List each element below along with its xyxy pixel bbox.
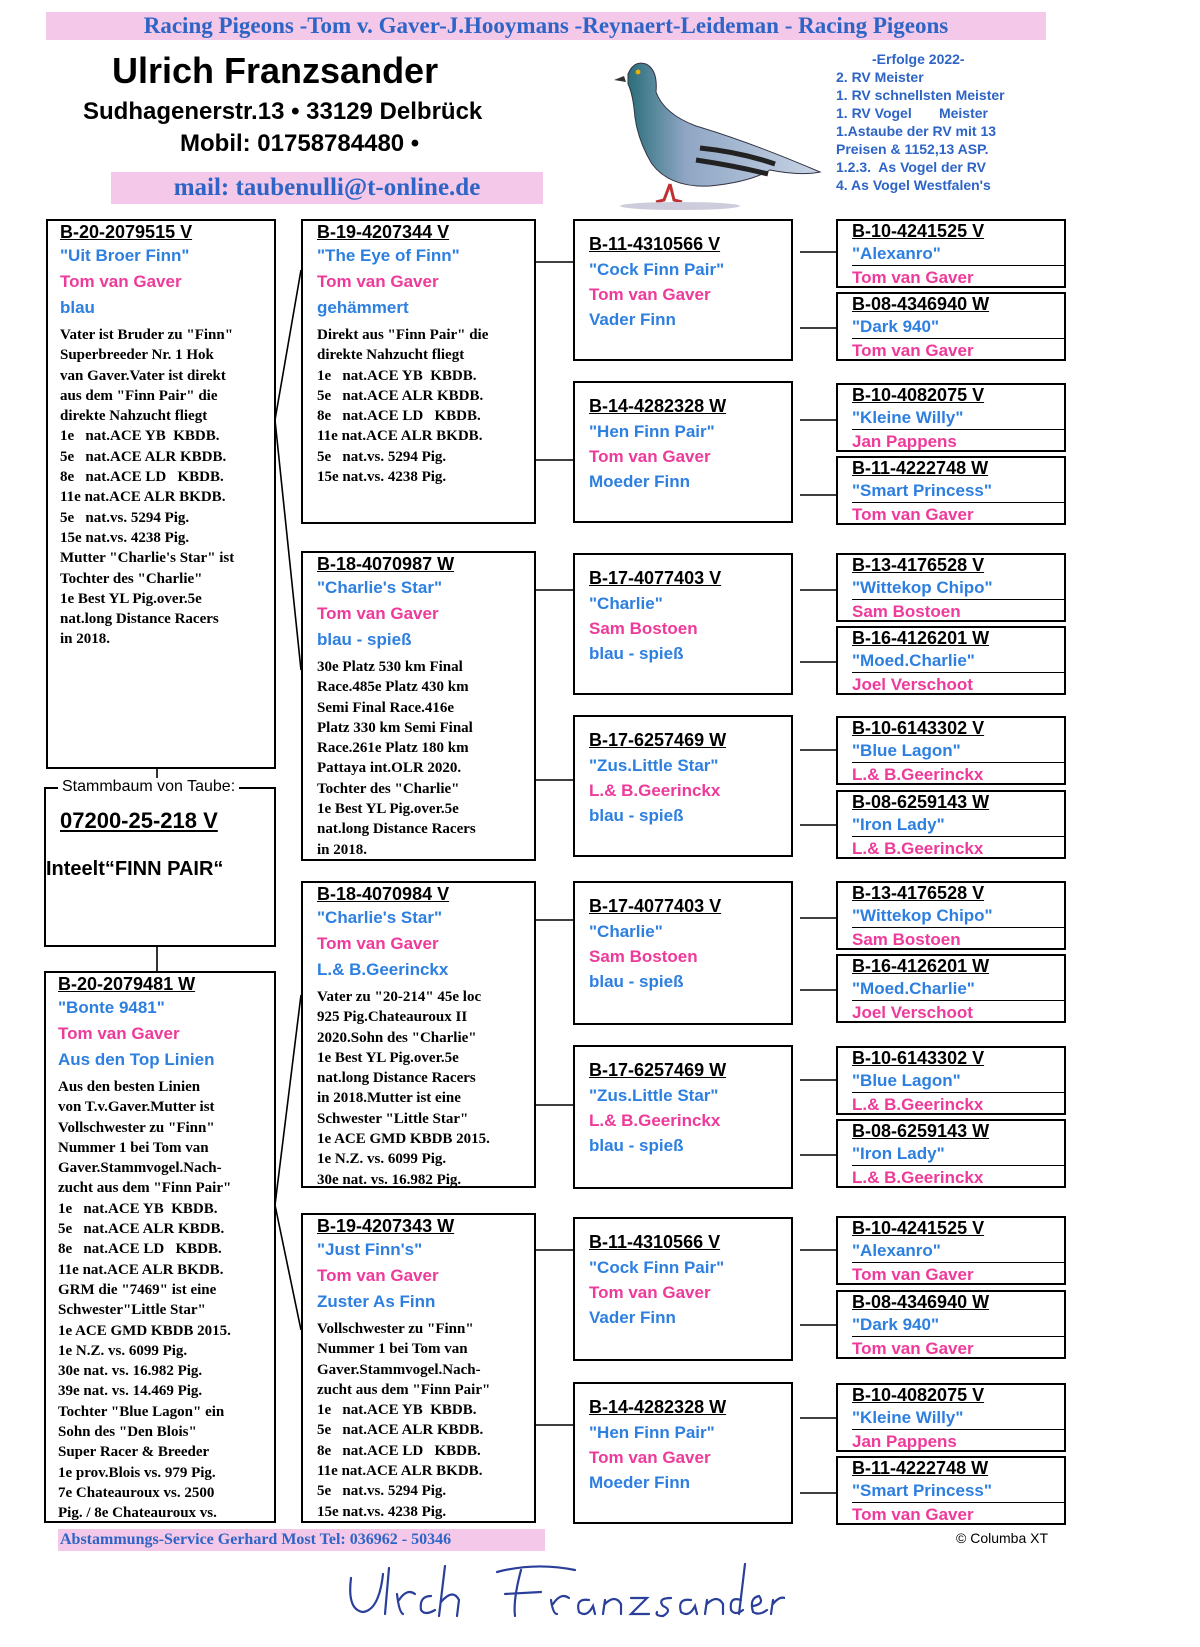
ancestor-breeder: L.& B.Geerinckx <box>852 1092 1066 1115</box>
description-line: 1e prov.Blois vs. 979 Pig. <box>58 1464 216 1481</box>
description-line: van Gaver.Vater ist direkt <box>60 367 226 384</box>
description-line: 5e nat.vs. 5294 Pig. <box>60 509 190 526</box>
description-line: 15e nat.vs. 4238 Pig. <box>317 1503 447 1520</box>
great-grandparent-breeder: L.& B.Geerinckx <box>589 781 721 800</box>
great-grandparent-color: Moeder Finn <box>589 1473 691 1492</box>
grandparent-color: Zuster As Finn <box>317 1292 436 1311</box>
grandparent-breeder: Tom van Gaver <box>317 1266 439 1285</box>
description-line: Semi Final Race.416e <box>317 699 455 716</box>
great-grandparent-card <box>573 219 793 361</box>
ancestor-card <box>836 219 1066 288</box>
dam-color: Aus den Top Linien <box>58 1050 215 1069</box>
great-grandparent-ring: B-17-6257469 W <box>589 1060 727 1080</box>
great-grandparent-name: "Zus.Little Star" <box>589 756 719 775</box>
ancestor-card <box>836 1290 1066 1359</box>
great-grandparent-name: "Hen Finn Pair" <box>589 422 715 441</box>
description-line: 7e Chateauroux vs. 2500 <box>58 1484 215 1501</box>
great-grandparent-color: blau - spieß <box>589 972 684 991</box>
copyright: © Columba XT <box>956 1530 1049 1546</box>
description-line: 1e Best YL Pig.over.5e <box>317 801 459 818</box>
description-line: Race.261e Platz 180 km <box>317 740 469 757</box>
ancestor-breeder: Tom van Gaver <box>852 1336 1066 1359</box>
dam-name: "Bonte 9481" <box>58 998 165 1017</box>
description-line: 8e nat.ACE LD KBDB. <box>317 1442 481 1459</box>
sire-ring: B-20-2079515 V <box>60 222 193 242</box>
dam-description <box>58 1077 268 1523</box>
description-line: Pig. / 8e Chateauroux vs. <box>58 1505 217 1522</box>
ancestor-ring: B-13-4176528 V <box>852 555 985 575</box>
description-line: Vater ist Bruder zu "Finn" <box>60 327 234 343</box>
ancestor-ring: B-11-4222748 W <box>852 458 989 478</box>
description-line: Platz 330 km Semi Final <box>317 719 473 736</box>
dam-breeder: Tom van Gaver <box>58 1024 180 1043</box>
description-line: Tochter "Blue Lagon" ein <box>58 1403 225 1420</box>
description-line: Tochter des "Charlie" <box>317 780 460 797</box>
description-line: 5e nat.ACE ALR KBDB. <box>317 1422 484 1439</box>
description-line: 11e nat.ACE ALR BKDB. <box>58 1261 224 1278</box>
ancestor-name: "Blue Lagon" <box>852 1071 961 1090</box>
ancestor-ring: B-08-4346940 W <box>852 294 990 314</box>
grandparent-ring: B-18-4070987 W <box>317 554 455 574</box>
great-grandparent-name: "Charlie" <box>589 922 663 941</box>
great-grandparent-color: Moeder Finn <box>589 472 691 491</box>
header-banner: Racing Pigeons -Tom v. Gaver-J.Hooymans -Reynaert-Leideman - Racing Pigeons <box>46 12 1046 40</box>
description-line: in 2018. <box>60 631 111 648</box>
description-line: 30e nat. vs. 16.982 Pig. <box>317 1171 462 1188</box>
great-grandparent-color: blau - spieß <box>589 806 684 825</box>
ancestor-name: "Alexanro" <box>852 1241 941 1260</box>
great-grandparent-name: "Cock Finn Pair" <box>589 260 725 279</box>
great-grandparent-card <box>573 715 793 857</box>
description-line: Sohn des "Den Blois" <box>58 1424 197 1441</box>
owner-name: Ulrich Franzsander <box>112 50 439 91</box>
ancestor-ring: B-08-4346940 W <box>852 1292 990 1312</box>
sire-name: "Uit Broer Finn" <box>60 246 190 265</box>
achievement-item: 2. RV Meister <box>836 69 924 85</box>
ancestor-name: "Smart Princess" <box>852 1481 992 1500</box>
achievement-item: 1.Astaube der RV mit 13 <box>836 123 997 139</box>
achievement-item: 1.2.3. As Vogel der RV <box>836 159 986 175</box>
description-line: 1e nat.ACE YB KBDB. <box>317 1402 477 1419</box>
description-line: in 2018.Mutter ist eine <box>317 1090 461 1107</box>
great-grandparent-ring: B-14-4282328 W <box>589 396 727 416</box>
ancestor-ring: B-10-4082075 V <box>852 1385 985 1405</box>
description-line: Tochter des "Charlie" <box>60 570 203 587</box>
ancestor-ring: B-10-4241525 V <box>852 221 985 241</box>
great-grandparent-breeder: Tom van Gaver <box>589 447 711 466</box>
ancestor-breeder: L.& B.Geerinckx <box>852 836 1066 859</box>
great-grandparent-breeder: Sam Bostoen <box>589 619 698 638</box>
great-grandparent-card <box>573 881 793 1025</box>
great-grandparent-breeder: Tom van Gaver <box>589 1448 711 1467</box>
owner-mobile: Mobil: 01758784480 • <box>180 130 420 157</box>
description-line: 1e N.Z. vs. 6099 Pig. <box>58 1342 188 1359</box>
great-grandparent-color: Vader Finn <box>589 310 676 329</box>
ancestor-breeder: L.& B.Geerinckx <box>852 762 1066 785</box>
ancestor-ring: B-16-4126201 W <box>852 628 990 648</box>
ancestor-name: "Blue Lagon" <box>852 741 961 760</box>
description-line: 1e ACE GMD KBDB 2015. <box>317 1131 490 1148</box>
great-grandparent-ring: B-11-4310566 V <box>589 234 721 254</box>
description-line: aus dem "Finn Pair" die <box>60 387 218 404</box>
ancestor-name: "Wittekop Chipo" <box>852 906 993 925</box>
description-line: direkte Nahzucht fliegt <box>60 408 208 425</box>
description-line: 5e nat.ACE ALR KBDB. <box>317 387 484 404</box>
great-grandparent-name: "Charlie" <box>589 594 663 613</box>
grandparent-card <box>301 1213 536 1523</box>
great-grandparent-breeder: Tom van Gaver <box>589 285 711 304</box>
description-line: 5e nat.ACE ALR KBDB. <box>58 1221 225 1238</box>
great-grandparent-name: "Cock Finn Pair" <box>589 1258 725 1277</box>
grandparent-ring: B-18-4070984 V <box>317 884 450 904</box>
achievement-item: Preisen & 1152,13 ASP. <box>836 141 989 157</box>
description-line: von T.v.Gaver.Mutter ist <box>58 1099 215 1116</box>
ancestor-breeder: Tom van Gaver <box>852 338 1066 361</box>
sire-color: blau <box>60 298 95 317</box>
description-line: 1e nat.ACE YB KBDB. <box>317 367 477 384</box>
description-line: nat.long Distance Racers <box>317 1070 476 1087</box>
signature <box>345 1560 785 1630</box>
description-line: Direkt aus "Finn Pair" die <box>317 327 489 343</box>
grandparent-description <box>317 1319 528 1522</box>
description-line: 39e nat. vs. 14.469 Pig. <box>58 1383 203 1400</box>
ancestor-ring: B-10-6143302 V <box>852 718 985 738</box>
great-grandparent-color: blau - spieß <box>589 1136 684 1155</box>
description-line: 8e nat.ACE LD KBDB. <box>317 408 481 425</box>
ancestor-breeder: Sam Bostoen <box>852 927 1066 950</box>
grandparent-breeder: Tom van Gaver <box>317 934 439 953</box>
grandparent-ring: B-19-4207344 V <box>317 222 450 242</box>
description-line: Nummer 1 bei Tom van <box>317 1341 468 1358</box>
great-grandparent-card <box>573 553 793 695</box>
ancestor-breeder: Tom van Gaver <box>852 1262 1066 1285</box>
great-grandparent-color: blau - spieß <box>589 644 684 663</box>
ancestor-ring: B-16-4126201 W <box>852 956 990 976</box>
ancestor-breeder: Joel Verschoot <box>852 672 1066 695</box>
grandparent-card <box>301 881 536 1188</box>
ancestor-breeder: Jan Pappens <box>852 1429 1066 1452</box>
grandparent-breeder: Tom van Gaver <box>317 604 439 623</box>
ancestor-name: "Moed.Charlie" <box>852 651 975 670</box>
description-line: Aus den besten Linien <box>58 1079 201 1095</box>
ancestor-name: "Wittekop Chipo" <box>852 578 993 597</box>
description-line: 5e nat.vs. 5294 Pig. <box>317 448 447 465</box>
great-grandparent-breeder: Tom van Gaver <box>589 1283 711 1302</box>
description-line: 8e nat.ACE LD KBDB. <box>60 469 224 486</box>
description-line: nat.long Distance Racers <box>317 821 476 838</box>
achievement-item: 1. RV Vogel Meister <box>836 105 988 121</box>
grandparent-description <box>317 657 528 860</box>
great-grandparent-breeder: Sam Bostoen <box>589 947 698 966</box>
description-line: 30e Platz 530 km Final <box>317 659 463 675</box>
great-grandparent-card <box>573 1045 793 1189</box>
grandparent-color: gehämmert <box>317 298 409 317</box>
ancestor-card <box>836 1119 1066 1188</box>
dam-card <box>44 971 276 1523</box>
description-line: Mutter "Charlie's Star" ist <box>60 550 235 567</box>
description-line: 15e nat.vs. 4238 Pig. <box>60 529 190 546</box>
ancestor-ring: B-11-4222748 W <box>852 1458 989 1478</box>
description-line: Gaver.Stammvogel.Nach- <box>58 1160 222 1177</box>
great-grandparent-color: Vader Finn <box>589 1308 676 1327</box>
pedigree-service-footer: Abstammungs-Service Gerhard Most Tel: 036962 - 50346 <box>58 1529 545 1551</box>
description-line: nat.long Distance Racers <box>60 611 219 628</box>
grandparent-name: "Just Finn's" <box>317 1240 423 1259</box>
ancestor-name: "Kleine Willy" <box>852 1408 964 1427</box>
pigeon-icon <box>600 52 830 212</box>
great-grandparent-breeder: L.& B.Geerinckx <box>589 1111 721 1130</box>
ancestor-card <box>836 383 1066 452</box>
great-grandparent-card <box>573 1217 793 1361</box>
grandparent-description <box>317 325 528 487</box>
description-line: 11e nat.ACE ALR BKDB. <box>317 1463 483 1480</box>
great-grandparent-ring: B-17-4077403 V <box>589 568 722 588</box>
great-grandparent-card <box>573 1382 793 1524</box>
description-line: 2020.Sohn des "Charlie" <box>317 1029 477 1046</box>
description-line: Vater zu "20-214" 45e loc <box>317 989 482 1005</box>
grandparent-card <box>301 219 536 524</box>
achievements-title: -Erfolge 2022- <box>872 51 965 67</box>
description-line: 1e Best YL Pig.over.5e <box>317 1049 459 1066</box>
ancestor-card <box>836 456 1066 525</box>
great-grandparent-name: "Zus.Little Star" <box>589 1086 719 1105</box>
description-line: zucht aus dem "Finn Pair" <box>317 1381 491 1398</box>
description-line: 30e nat. vs. 16.982 Pig. <box>58 1363 203 1380</box>
ancestor-card <box>836 626 1066 695</box>
ancestor-breeder: Tom van Gaver <box>852 265 1066 288</box>
ancestor-breeder: Tom van Gaver <box>852 1502 1066 1525</box>
ancestor-card <box>836 1216 1066 1285</box>
achievements-list <box>836 50 1005 194</box>
description-line: Superbreeder Nr. 1 Hok <box>60 347 214 364</box>
ancestor-ring: B-10-4082075 V <box>852 385 985 405</box>
description-line: Vollschwester zu "Finn" <box>317 1321 474 1337</box>
description-line: Vollschwester zu "Finn" <box>58 1119 215 1136</box>
achievement-item: 1. RV schnellsten Meister <box>836 87 1005 103</box>
subject-subtitle: Inteelt“FINN PAIR“ <box>46 858 224 880</box>
description-line: Pattaya int.OLR 2020. <box>317 760 462 777</box>
description-line: Gaver.Stammvogel.Nach- <box>317 1361 481 1378</box>
ancestor-card <box>836 881 1066 950</box>
ancestor-card <box>836 292 1066 361</box>
ancestor-card <box>836 716 1066 785</box>
ancestor-name: "Dark 940" <box>852 1315 940 1334</box>
description-line: 8e nat.ACE LD KBDB. <box>58 1241 222 1258</box>
grandparent-color: L.& B.Geerinckx <box>317 960 449 979</box>
great-grandparent-ring: B-14-4282328 W <box>589 1397 727 1417</box>
description-line: 11e nat.ACE ALR BKDB. <box>60 489 226 506</box>
description-line: direkte Nahzucht fliegt <box>317 347 465 364</box>
ancestor-breeder: Tom van Gaver <box>852 502 1066 525</box>
grandparent-name: "Charlie's Star" <box>317 578 443 597</box>
description-line: 1e nat.ACE YB KBDB. <box>60 428 220 445</box>
ancestor-ring: B-13-4176528 V <box>852 883 985 903</box>
ancestor-name: "Alexanro" <box>852 244 941 263</box>
ancestor-card <box>836 790 1066 859</box>
ancestor-name: "Iron Lady" <box>852 815 945 834</box>
great-grandparent-ring: B-17-4077403 V <box>589 896 722 916</box>
description-line: Nummer 1 bei Tom van <box>58 1139 209 1156</box>
ancestor-name: "Smart Princess" <box>852 481 992 500</box>
description-line: GRM die "7469" ist eine <box>58 1281 217 1298</box>
description-line: in 2018. <box>317 841 368 858</box>
ancestor-breeder: L.& B.Geerinckx <box>852 1165 1066 1188</box>
description-line: 1e Best YL Pig.over.5e <box>60 590 202 607</box>
great-grandparent-card <box>573 381 793 523</box>
description-line: Super Racer & Breeder <box>58 1444 210 1461</box>
great-grandparent-name: "Hen Finn Pair" <box>589 1423 715 1442</box>
ancestor-breeder: Sam Bostoen <box>852 599 1066 622</box>
description-line: 1e nat.ACE YB KBDB. <box>58 1200 218 1217</box>
owner-mail: mail: taubenulli@t-online.de <box>111 172 543 204</box>
description-line: 5e nat.ACE ALR KBDB. <box>60 448 227 465</box>
description-line: 5e nat.vs. 5294 Pig. <box>317 1483 447 1500</box>
ancestor-name: "Kleine Willy" <box>852 408 964 427</box>
sire-breeder: Tom van Gaver <box>60 272 182 291</box>
great-grandparent-ring: B-17-6257469 W <box>589 730 727 750</box>
ancestor-ring: B-10-6143302 V <box>852 1048 985 1068</box>
description-line: Schwester "Little Star" <box>317 1110 469 1127</box>
ancestor-card <box>836 553 1066 622</box>
grandparent-ring: B-19-4207343 W <box>317 1216 455 1236</box>
description-line: Race.485e Platz 430 km <box>317 679 469 696</box>
ancestor-name: "Dark 940" <box>852 317 940 336</box>
grandparent-color: blau - spieß <box>317 630 412 649</box>
grandparent-breeder: Tom van Gaver <box>317 272 439 291</box>
dam-ring: B-20-2079481 W <box>58 974 196 994</box>
grandparent-name: "Charlie's Star" <box>317 908 443 927</box>
grandparent-card <box>301 551 536 861</box>
description-line: Schwester"Little Star" <box>58 1302 206 1319</box>
grandparent-name: "The Eye of Finn" <box>317 246 460 265</box>
ancestor-card <box>836 1046 1066 1115</box>
description-line: 1e N.Z. vs. 6099 Pig. <box>317 1151 447 1168</box>
subject-legend: Stammbaum von Taube: <box>58 778 239 796</box>
ancestor-card <box>836 954 1066 1023</box>
description-line: 1e ACE GMD KBDB 2015. <box>58 1322 231 1339</box>
ancestor-breeder: Joel Verschoot <box>852 1000 1066 1023</box>
ancestor-name: "Moed.Charlie" <box>852 979 975 998</box>
subject-ring: 07200-25-218 V <box>60 808 218 833</box>
ancestor-card <box>836 1456 1066 1525</box>
sire-card <box>46 219 276 769</box>
grandparent-description <box>317 987 528 1188</box>
ancestor-ring: B-08-6259143 W <box>852 792 990 812</box>
sire-description <box>60 325 266 650</box>
achievement-item: 4. As Vogel Westfalen's <box>836 177 991 193</box>
great-grandparent-ring: B-11-4310566 V <box>589 1232 721 1252</box>
owner-address: Sudhagenerstr.13 • 33129 Delbrück <box>83 98 483 125</box>
ancestor-card <box>836 1383 1066 1452</box>
description-line: 15e nat.vs. 4238 Pig. <box>317 469 447 486</box>
ancestor-name: "Iron Lady" <box>852 1144 945 1163</box>
description-line: zucht aus dem "Finn Pair" <box>58 1180 232 1197</box>
description-line: 11e nat.ACE ALR BKDB. <box>317 428 483 445</box>
ancestor-ring: B-10-4241525 V <box>852 1218 985 1238</box>
ancestor-breeder: Jan Pappens <box>852 429 1066 452</box>
description-line: 925 Pig.Chateauroux II <box>317 1009 468 1026</box>
ancestor-ring: B-08-6259143 W <box>852 1121 990 1141</box>
